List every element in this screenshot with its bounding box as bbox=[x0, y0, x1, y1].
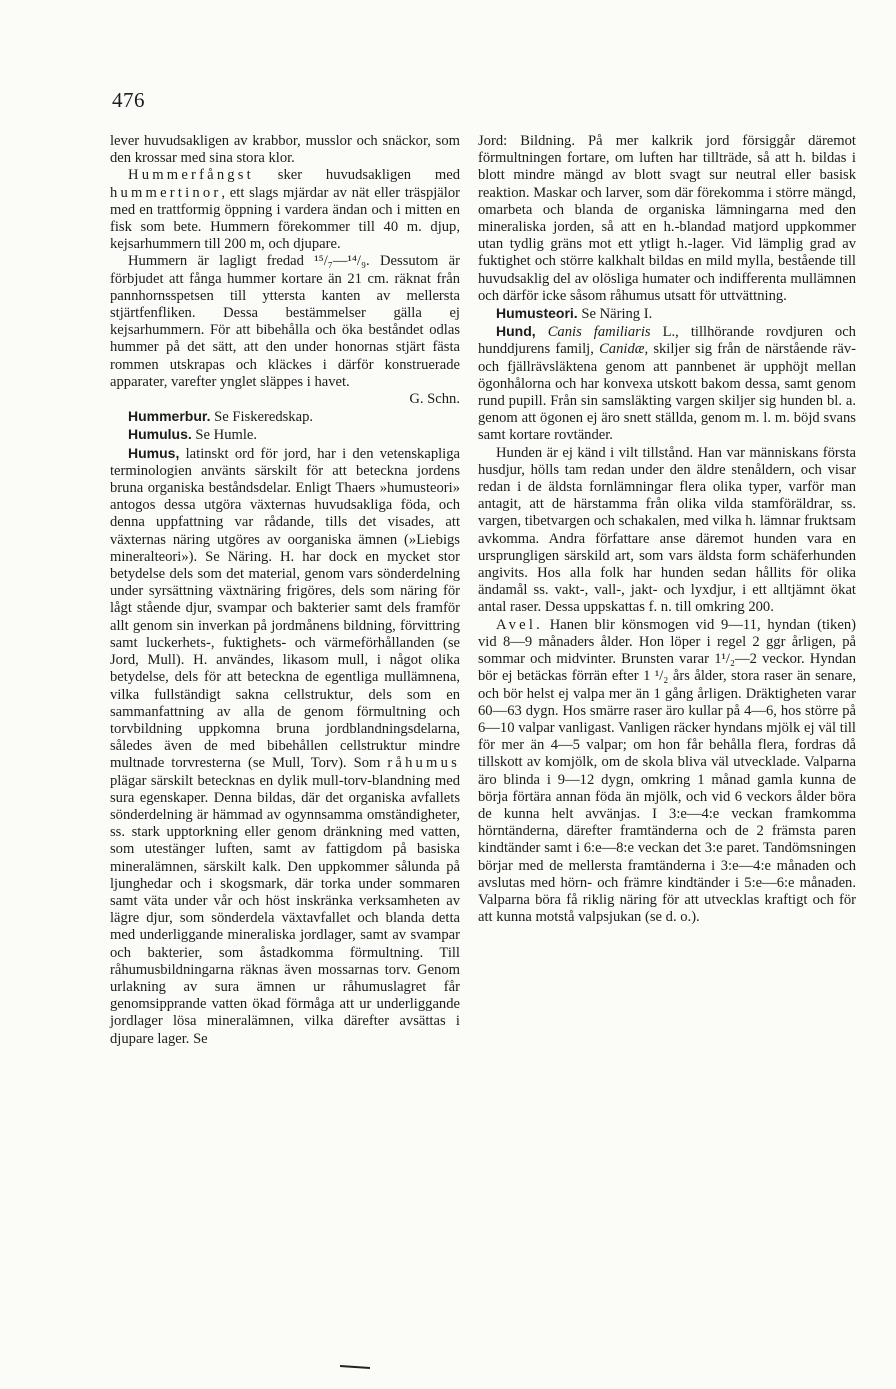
entry-text: L., tillhörande rovdjuren och hunddjurens familj, bbox=[478, 324, 856, 358]
spaced-term: Avel. bbox=[496, 616, 543, 633]
entry-text: latinskt ord för jord, har i den vetenskapliga terminologien använts särskilt för att beteckna jordens bruna organiska beståndsdelar. Enligt Thaers »humusteori» antogos dessa utgöra växternas huvudsakliga föda, och denna uppfattning var rådande, tills det visades, att växternas näring utgöres av oorganiska ämnen (»Liebigs mineralteori»). Se Näring. H. har dock en mycket stor betydelse dels som det material, genom vars sönderdelning under syrsättning växtnäring frigöres, dels som näring för lågt stående djur, svampar och bakterier samt dels framför allt genom sin inverkan på jordmånens bildning, förvittring samt luckerhets-, fuktighets- och värmeförhållanden (se Jord, Mull). H. användes, likasom mull, i något olika betydelse, dels för att beteckna de egentliga mullämnena, vilka fullständigt sakna cellstruktur, dels som en sammanfattning av alla de genom förmultning och torvbildning uppkomna bruna jordblandningsdelarna, således även de med bibehållen cellstruktur mindre multnade torvresterna (se Mull, Torv). Som bbox=[110, 445, 460, 772]
paragraph-text: , ett slags mjärdar av nät eller träspjälor med en trattformig öppning i vardera ändan och i mitten en fisk som bete. Hummern förekommer till 40 m. djup, kejsarhummern till 200 m, och djupare. bbox=[110, 184, 460, 253]
entry-humus bbox=[110, 445, 460, 1048]
author-signature: G. Schn. bbox=[409, 391, 460, 408]
entry-text: plägar särskilt betecknas en dylik mull-torv-blandning med sura egenskaper. Denna bildas, där det organiska avfallets sönderdelning är hämmad av ogynnsamma omständigheter, ss. stark upptorkning eller genom dränkning med vatten, som utestänger luften, samt av fattigdom på basiska mineralämnen, särskilt kalk. Den uppkommer sålunda på ljunghedar och i skogsmark, där torka under sommaren samt väta under vår och höst inskränka verksamheten av lägre djur, som sönderdela växtavfallet och blanda detta med underliggande mineraliska jordlager, samt av svampar och bakterier, som åstadkomma förmultning. Till råhumusbildningarna räknas även mossarnas torv. Genom urlakning av sura ämnen ur råhumuslagret får genomsipprande vatten ökad förmåga att ur underliggande jordlager lösa mineralämnen, vilka därefter avsättas i djupare lager. Se bbox=[110, 772, 460, 1047]
entry-text: Se Humle. bbox=[191, 427, 258, 444]
left-column bbox=[110, 133, 460, 1048]
paragraph-text: sker huvudsakligen med bbox=[253, 167, 460, 184]
paragraph-fredad bbox=[110, 253, 460, 408]
page-number: 476 bbox=[112, 88, 145, 112]
paragraph-hund-history: Hunden är ej känd i vilt tillstånd. Han var människans första husdjur, hölls tam redan under den äldre stenåldern, och visar redan i de äldsta fornlämningar flera olika typer, varför man antagit, att de härstamma från olika vilda stamföräldrar, ss. vargen, tibetvargen och schakalen, med vilka h. lämnar fruktsam avkomma. Andra författare anse däremot hunden vara en ursprungligen särskild art, som vars äldsta form schäferhunden angivits. Hos alla folk har hunden sedan hållits för olika ändamål ss. vakt-, vall-, jakt- och lyxdjur, i ett alltjämnt ökat antal raser. Dessa uppskattas f. n. till omkring 200. bbox=[478, 444, 856, 616]
headword: Humus, bbox=[128, 444, 180, 461]
entry-text: Se Näring I. bbox=[577, 306, 653, 323]
italic-term: Canis familiaris bbox=[547, 324, 651, 341]
paragraph-text: Hanen blir könsmogen vid 9—11, hyndan (tiken) vid 8—9 månaders ålder. Hon löper i regel 2 ggr årligen, på sommar och midvinter. Brunsten varar 1¹/₂—2 veckor. Hyndan bör ej betäckas förrän efter 1 ¹/₂ års ålder, stora raser än senare, och bör helst ej valpa mer än 1 gång årligen. Dräktigheten varar 60—63 dygn. Hos smärre raser äro kullar på 4—6, hos större på 6—10 valpar vanligast. Vanligen räcker hyndans mjölk ej väl till för mer än 4—5 valpar; om hon får behålla flera, fordras då tillskott av komjölk, om de skola bliva väl utvecklade. Valparna äro blinda i 9—12 dygn, omkring 1 månad gamla kunna de börja förtära annan föda än mjölk, och vid 6 veckors ålder böra de kunna helt avvänjas. I 3:e—4:e veckan framkomma hörntänderna, därefter framtänderna och de 2 främsta paren kindtänder samt i 6:e—8:e veckan det 3:e paret. Tandömsningen börjar med de mellersta framtänderna i 3:e—4:e månaden och avslutas med hörn- och främre kindtänder i 5:e—6:e månaden. Valparna böra få riklig näring för att utvecklas kraftigt och för att kunna motstå valpsjukan (se d. o.). bbox=[478, 616, 856, 926]
headword: Humulus. bbox=[128, 426, 192, 443]
entry-hund bbox=[478, 323, 856, 444]
headword: Hund, bbox=[496, 323, 536, 340]
spaced-term: råhumus bbox=[387, 755, 460, 772]
paragraph-humus-continued: Jord: Bildning. På mer kalkrik jord försiggår däremot förmultningen fortare, om luften har tillträde, så att h. bildas i blott mindre mängd av blott svagt sur neutral eller basisk reaktion. Maskar och larver, som där förekomma i större mängd, omarbeta och blanda de organiska lämningarna med den mineraliska jorden, så att en h.-blandad matjord uppkommer utan tydlig gräns mot ett ytligt h.-lager. Vid lämplig grad av fuktighet och större kalkhalt bildas en mild mylla, bestående till huvudsaklig del av olösliga humater och indifferenta mullämnen och därför icke såsom råhumus utsatt för uttvättning. bbox=[478, 133, 856, 304]
spaced-term: hummertinor bbox=[110, 184, 222, 201]
entry-hummerbur bbox=[110, 408, 460, 426]
paragraph-text: Hummern är lagligt fredad ¹⁵/₇—¹⁴/₉. Dessutom är förbjudet att fånga hummer kortare än 21 cm. räknat från pannhornsspetsen till yttersta kanten av mellersta stjärtfenfliken. Dessa bestämmelser gälla ej kejsarhummern. För att bibehålla och öka beståndet odlas hummer på det sätt, att den under honornas stjärt fästa rommen utskrapas och kläckes i därför konstruerade apparater, varefter ynglet släppes i havet. bbox=[110, 253, 460, 390]
paragraph-hummerfangst bbox=[110, 167, 460, 253]
paragraph-avel bbox=[478, 617, 856, 927]
right-column bbox=[478, 133, 856, 926]
entry-humusteori bbox=[478, 305, 856, 323]
italic-term: Canidæ bbox=[599, 341, 645, 358]
footer-mark bbox=[340, 1365, 370, 1369]
entry-text: , skiljer sig från de närstående räv- och fjällrävsläktena genom att pannbenet är upphöjt mellan ögonhålorna och har konvexa utskott bakom dessa, samt genom rund pupill. Från sin samsläkting vargen skiljer sig hunden bl. a. genom att ögonen ej äro snett ställda, genom m. l. m. böjd svans samt kortare rovtänder. bbox=[478, 341, 856, 444]
paragraph-hummer-diet: lever huvudsakligen av krabbor, musslor och snäckor, som den krossar med sina stora klor. bbox=[110, 133, 460, 167]
headword: Humusteori. bbox=[496, 305, 578, 322]
entry-text: Se Fiskeredskap. bbox=[210, 409, 314, 426]
spaced-term: Hummerfångst bbox=[128, 167, 254, 184]
headword: Hummerbur. bbox=[128, 408, 211, 425]
entry-humulus bbox=[110, 426, 460, 444]
